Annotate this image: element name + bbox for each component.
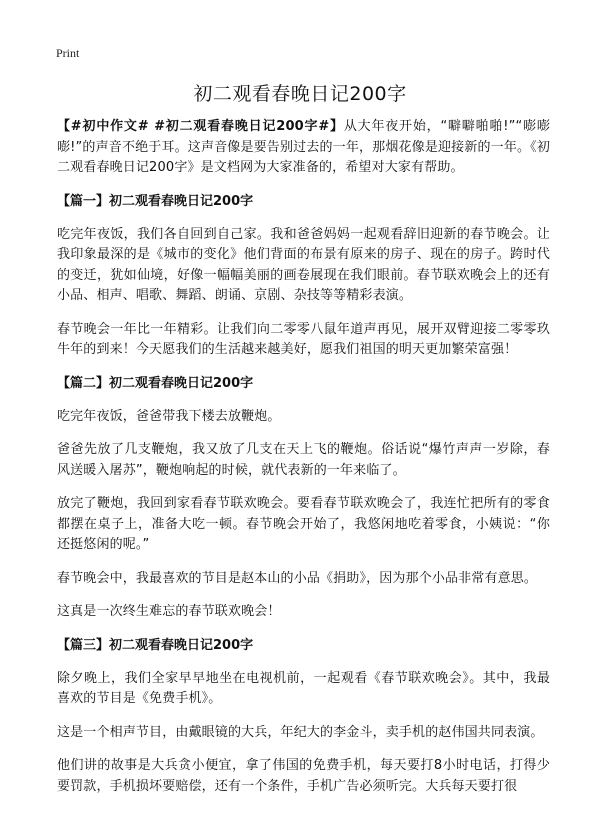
section-3-paragraph-3: 他们讲的故事是大兵贪小便宜，拿了伟国的免费手机，每天要打8小时电话，打得少要罚款，手机损坏要赔偿，还有一个条件，手机广告必须听完。大兵每天要打很: [57, 758, 550, 794]
section-1-paragraph-1: 吃完年夜饭，我们各自回到自己家。我和爸爸妈妈一起观看辞旧迎新的春节晚会。让我印象最深的是《城市的变化》他们背面的布景有原来的房子、现在的房子。跨时代的变迁，犹如仙境，好像一幅幅美丽的画卷展现在我们眼前。春节联欢晚会上的还有小品、相声、唱歌、舞蹈、朗诵、京剧、杂技等等精彩表演。: [57, 226, 550, 303]
section-heading-1: 【篇一】初二观看春晚日记200字: [57, 193, 254, 209]
intro-tags: 【#初中作文# #初二观看春晚日记200字#】: [57, 119, 344, 134]
article-body: [57, 117, 550, 810]
section-2-paragraph-4: 春节晚会中，我最喜欢的节目是赵本山的小品《捐助》，因为那个小品非常有意思。: [57, 570, 538, 586]
section-3-paragraph-1: 除夕晚上，我们全家早早地坐在电视机前，一起观看《春节联欢晚会》。其中，我最喜欢的节目是《免费手机》。: [57, 670, 550, 706]
section-2-paragraph-2: 爸爸先放了几支鞭炮，我又放了几支在天上飞的鞭炮。俗话说“爆竹声声一岁除，春风送暖入屠苏”，鞭炮响起的时候，就代表新的一年来临了。: [57, 442, 550, 478]
section-2-paragraph-1: 吃完年夜饭，爸爸带我下楼去放鞭炮。: [57, 408, 281, 424]
section-heading-3: 【篇三】初二观看春晚日记200字: [57, 637, 254, 653]
page-title: 初二观看春晚日记200字: [193, 83, 407, 105]
intro-text: 从大年夜开始，“噼噼啪啪!”“嘭嘭嘭!”的声音不绝于耳。这声音像是要告别过去的一年，那烟花像是迎接新的一年。《初二观看春晚日记200字》是文档网为大家准备的，希望对大家有帮助。: [57, 119, 550, 175]
section-2-paragraph-5: 这真是一次终生难忘的春节联欢晚会！: [57, 604, 281, 619]
print-link[interactable]: Print: [56, 46, 80, 60]
intro-paragraph: [57, 117, 550, 179]
section-1-paragraph-2: 春节晚会一年比一年精彩。让我们向二零零八鼠年道声再见，展开双臂迎接二零零玖牛年的到来！今天愿我们的生活越来越美好，愿我们祖国的明天更加繁荣富强！: [57, 321, 550, 357]
section-2-paragraph-3: 放完了鞭炮，我回到家看春节联欢晚会。要看春节联欢晚会了，我连忙把所有的零食都摆在桌子上，准备大吃一顿。春节晚会开始了，我悠闲地吃着零食，小姨说：“你还挺悠闲的呢。”: [57, 496, 550, 552]
section-3-paragraph-2: 这是一个相声节目，由戴眼镜的大兵，年纪大的李金斗，卖手机的赵伟国共同表演。: [57, 724, 544, 740]
section-heading-2: 【篇二】初二观看春晚日记200字: [57, 375, 254, 391]
